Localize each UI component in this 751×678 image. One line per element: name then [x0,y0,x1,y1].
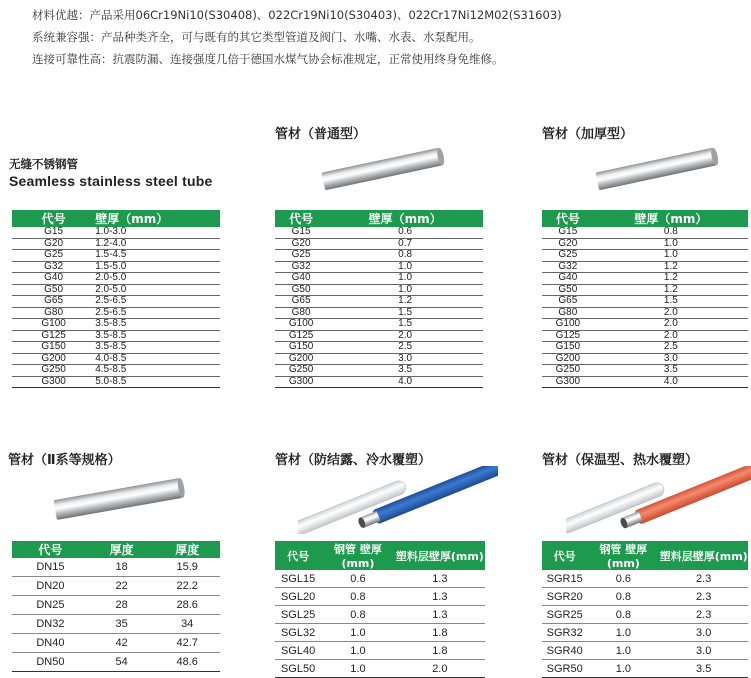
col-header-steel-wall: 钢管 壁厚(mm) [587,541,659,570]
table-cell: G15 [275,227,327,238]
table-row [12,577,220,596]
table-row [12,307,220,319]
intro-materials: 材料优越：产品采用06Cr19Ni10(S30408)、022Cr19Ni10(S30403)、022Cr17Ni12M02(S31603) [32,8,562,22]
normal-table-body [275,227,483,388]
table-row [542,606,748,624]
table-cell: 0.8 [321,588,395,606]
table-row [542,319,748,331]
table-cell: 3.5 [327,365,483,377]
table-row [12,376,220,388]
table-row [12,653,220,672]
table-row [542,588,748,606]
table-cell: 15.9 [154,558,220,577]
table-cell: 1.0 [321,642,395,660]
table-cell: 1.0 [594,238,748,250]
col-header-wall: 壁厚（mm） [95,210,220,227]
table-cell: SGL32 [275,624,321,642]
table-row [12,330,220,342]
table-row [12,615,220,634]
table-cell: G200 [542,353,594,365]
table-cell: 42 [89,634,155,653]
table-row [12,353,220,365]
seamless-title-cn: 无缝不锈钢管 [9,157,78,171]
table-cell: G15 [12,227,95,238]
table-cell: 1.3 [395,606,485,624]
table-cell: 4.0-8.5 [95,353,220,365]
table-cell: 5.0-8.5 [95,376,220,388]
seamless-table [12,210,220,388]
table-cell: 1.2 [594,284,748,296]
table-cell: 1.5-5.0 [95,261,220,273]
col-header-code: 代号 [12,541,89,558]
table-row [275,261,483,273]
table-cell: 1.2 [594,261,748,273]
table-cell: 3.5 [594,365,748,377]
table-cell: G50 [12,284,95,296]
table-cell: 1.0 [327,273,483,285]
table-cell: SGL20 [275,588,321,606]
table-cell: DN32 [12,615,89,634]
table-cell: 1.0-3.0 [95,227,220,238]
table-cell: 0.7 [327,238,483,250]
table-cell: G250 [275,365,327,377]
table-cell: G150 [542,342,594,354]
series2-table-body [12,558,220,672]
col-header-code: 代号 [275,541,321,570]
steel-pipe-image [316,143,448,195]
table-cell: 1.5 [327,307,483,319]
table-cell: 28.6 [154,596,220,615]
table-cell: G40 [275,273,327,285]
table-cell: G125 [12,330,95,342]
table-row [12,365,220,377]
table-cell: G100 [542,319,594,331]
table-row [275,273,483,285]
table-cell: DN50 [12,653,89,672]
table-row [12,227,220,238]
table-row [275,238,483,250]
table-row [275,250,483,262]
seamless-table-body [12,227,220,388]
table-cell: 1.0 [321,660,395,678]
table-row [12,261,220,273]
table-row [542,330,748,342]
steel-pipe-image [48,470,188,526]
table-cell: 2.3 [659,570,748,588]
table-row [542,307,748,319]
table-row [12,238,220,250]
table-cell: SGL15 [275,570,321,588]
table-cell: G200 [275,353,327,365]
table-cell: 4.0 [594,376,748,388]
table-cell: SGR40 [542,642,587,660]
table-cell: 0.8 [321,606,395,624]
table-cell: G50 [275,284,327,296]
table-cell: 48.6 [154,653,220,672]
table-cell: 1.2 [594,273,748,285]
table-row [542,238,748,250]
table-cell: G250 [542,365,594,377]
table-row [12,558,220,577]
table-cell: G150 [12,342,95,354]
col-header-code: 代号 [542,541,587,570]
table-cell: 3.5 [659,660,748,678]
table-cell: G20 [542,238,594,250]
normal-section-title: 管材（普通型） [275,127,367,142]
table-cell: 4.0 [327,376,483,388]
col-header-code: 代号 [275,210,327,227]
table-cell: G300 [275,376,327,388]
col-header-wall: 壁厚（mm） [327,210,483,227]
table-row [275,342,483,354]
table-cell: SGR20 [542,588,587,606]
table-cell: 3.0 [327,353,483,365]
table-cell: G65 [12,296,95,308]
table-cell: 3.5-8.5 [95,330,220,342]
table-cell: G65 [275,296,327,308]
table-cell: G32 [12,261,95,273]
series2-table [12,541,220,672]
table-cell: G200 [12,353,95,365]
table-row [542,624,748,642]
table-cell: 3.0 [594,353,748,365]
table-row [12,250,220,262]
table-cell: 1.5 [327,319,483,331]
table-cell: 4.5-8.5 [95,365,220,377]
table-row [12,296,220,308]
table-cell: 1.2-4.0 [95,238,220,250]
table-row [275,307,483,319]
table-cell: SGL50 [275,660,321,678]
table-cell: 1.0 [587,624,659,642]
table-row [542,570,748,588]
table-cell: DN40 [12,634,89,653]
col-header-code: 代号 [542,210,594,227]
table-cell: 2.0 [395,660,485,678]
table-row [275,319,483,331]
table-cell: 0.8 [327,250,483,262]
col-header-thickness: 厚度 [154,541,220,558]
table-cell: DN25 [12,596,89,615]
col-header-plastic-wall: 塑料层壁厚(mm) [659,541,748,570]
steel-pipe-image [590,143,722,195]
orange-coated-pipe-image [566,466,751,534]
table-row [542,376,748,388]
table-row [12,319,220,331]
table-cell: 1.3 [395,588,485,606]
table-cell: 2.0 [327,330,483,342]
table-cell: G100 [12,319,95,331]
table-row [542,353,748,365]
table-cell: SGR15 [542,570,587,588]
table-cell: G25 [12,250,95,262]
col-header-steel-wall: 钢管 壁厚(mm) [321,541,395,570]
table-cell: DN15 [12,558,89,577]
table-cell: G40 [542,273,594,285]
table-cell: 0.8 [594,227,748,238]
table-cell: G100 [275,319,327,331]
cold-table [275,541,485,678]
table-cell: G50 [542,284,594,296]
table-cell: DN20 [12,577,89,596]
table-cell: SGL25 [275,606,321,624]
table-cell: G300 [12,376,95,388]
table-cell: G125 [275,330,327,342]
table-cell: 35 [89,615,155,634]
table-row [275,624,485,642]
table-cell: 0.6 [327,227,483,238]
table-cell: 3.5-8.5 [95,319,220,331]
table-cell: G125 [542,330,594,342]
table-row [542,250,748,262]
table-cell: 0.6 [321,570,395,588]
table-cell: G250 [12,365,95,377]
table-cell: 2.5 [594,342,748,354]
table-cell: 2.0 [594,307,748,319]
table-cell: 2.0 [594,319,748,331]
table-row [542,227,748,238]
table-cell: SGR32 [542,624,587,642]
table-cell: 2.3 [659,588,748,606]
table-cell: 1.8 [395,624,485,642]
table-cell: G32 [275,261,327,273]
table-cell: 2.0 [594,330,748,342]
cold-section-title: 管材（防结露、冷水覆塑） [275,453,432,468]
table-cell: G80 [12,307,95,319]
seamless-title-en: Seamless stainless steel tube [9,173,213,189]
table-row [275,588,485,606]
table-cell: 1.2 [327,296,483,308]
table-row [275,570,485,588]
table-cell: G15 [542,227,594,238]
table-cell: 42.7 [154,634,220,653]
table-cell: G32 [542,261,594,273]
intro-text [32,4,562,70]
table-cell: 0.8 [587,606,659,624]
table-row [275,284,483,296]
table-cell: 1.3 [395,570,485,588]
table-row [275,353,483,365]
table-cell: G80 [542,307,594,319]
table-row [275,376,483,388]
table-cell: 22.2 [154,577,220,596]
table-cell: 1.0 [587,660,659,678]
table-cell: 3.0 [659,624,748,642]
thick-section-title: 管材（加厚型） [542,127,634,142]
table-cell: 1.0 [327,284,483,296]
table-cell: 1.8 [395,642,485,660]
table-cell: 54 [89,653,155,672]
table-cell: 2.5-6.5 [95,307,220,319]
intro-compatibility: 系统兼容强：产品种类齐全，可与既有的其它类型管道及阀门、水嘴、水表、水泵配用。 [32,30,481,44]
table-cell: 3.5-8.5 [95,342,220,354]
table-row [275,296,483,308]
table-row [542,296,748,308]
table-row [542,642,748,660]
hot-section-title: 管材（保温型、热水覆塑） [542,453,699,468]
thick-table [542,210,748,388]
col-header-plastic-wall: 塑料层壁厚(mm) [395,541,485,570]
hot-table [542,541,748,678]
table-cell: 1.5-4.5 [95,250,220,262]
table-row [275,330,483,342]
table-cell: 1.0 [587,642,659,660]
table-cell: G40 [12,273,95,285]
table-cell: SGR25 [542,606,587,624]
table-row [542,342,748,354]
col-header-code: 代号 [12,210,95,227]
table-row [12,273,220,285]
table-cell: 28 [89,596,155,615]
table-cell: 34 [154,615,220,634]
table-row [542,284,748,296]
table-row [12,634,220,653]
table-cell: 18 [89,558,155,577]
hot-table-body [542,570,748,678]
series2-section-title: 管材（Ⅱ系等规格） [8,453,121,468]
table-cell: G20 [275,238,327,250]
thick-table-body [542,227,748,388]
table-row [542,261,748,273]
table-row [542,365,748,377]
table-cell: SGR50 [542,660,587,678]
table-cell: G80 [275,307,327,319]
table-row [275,642,485,660]
table-row [12,342,220,354]
table-cell: G20 [12,238,95,250]
table-cell: G150 [275,342,327,354]
cold-table-body [275,570,485,678]
blue-coated-pipe-image [298,466,498,534]
normal-table [275,210,483,388]
table-cell: 0.8 [587,588,659,606]
table-row [12,596,220,615]
table-cell: 2.0-5.0 [95,273,220,285]
table-row [542,273,748,285]
table-cell: 2.0-5.0 [95,284,220,296]
table-cell: 1.5 [594,296,748,308]
table-cell: 0.6 [587,570,659,588]
table-cell: G25 [542,250,594,262]
table-cell: G65 [542,296,594,308]
table-cell: G300 [542,376,594,388]
table-cell: 2.5 [327,342,483,354]
table-row [275,606,485,624]
col-header-wall: 壁厚（mm） [594,210,748,227]
table-cell: 2.5-6.5 [95,296,220,308]
table-row [12,284,220,296]
table-row [275,227,483,238]
table-cell: 3.0 [659,642,748,660]
table-cell: SGL40 [275,642,321,660]
table-cell: G25 [275,250,327,262]
table-cell: 1.0 [321,624,395,642]
table-row [275,365,483,377]
col-header-thickness: 厚度 [89,541,155,558]
intro-reliability: 连接可靠性高：抗震防漏、连接强度几倍于德国水煤气协会标准规定，正常使用终身免维修。 [32,52,504,66]
table-cell: 2.3 [659,606,748,624]
table-cell: 1.0 [327,261,483,273]
table-cell: 1.0 [594,250,748,262]
table-cell: 22 [89,577,155,596]
